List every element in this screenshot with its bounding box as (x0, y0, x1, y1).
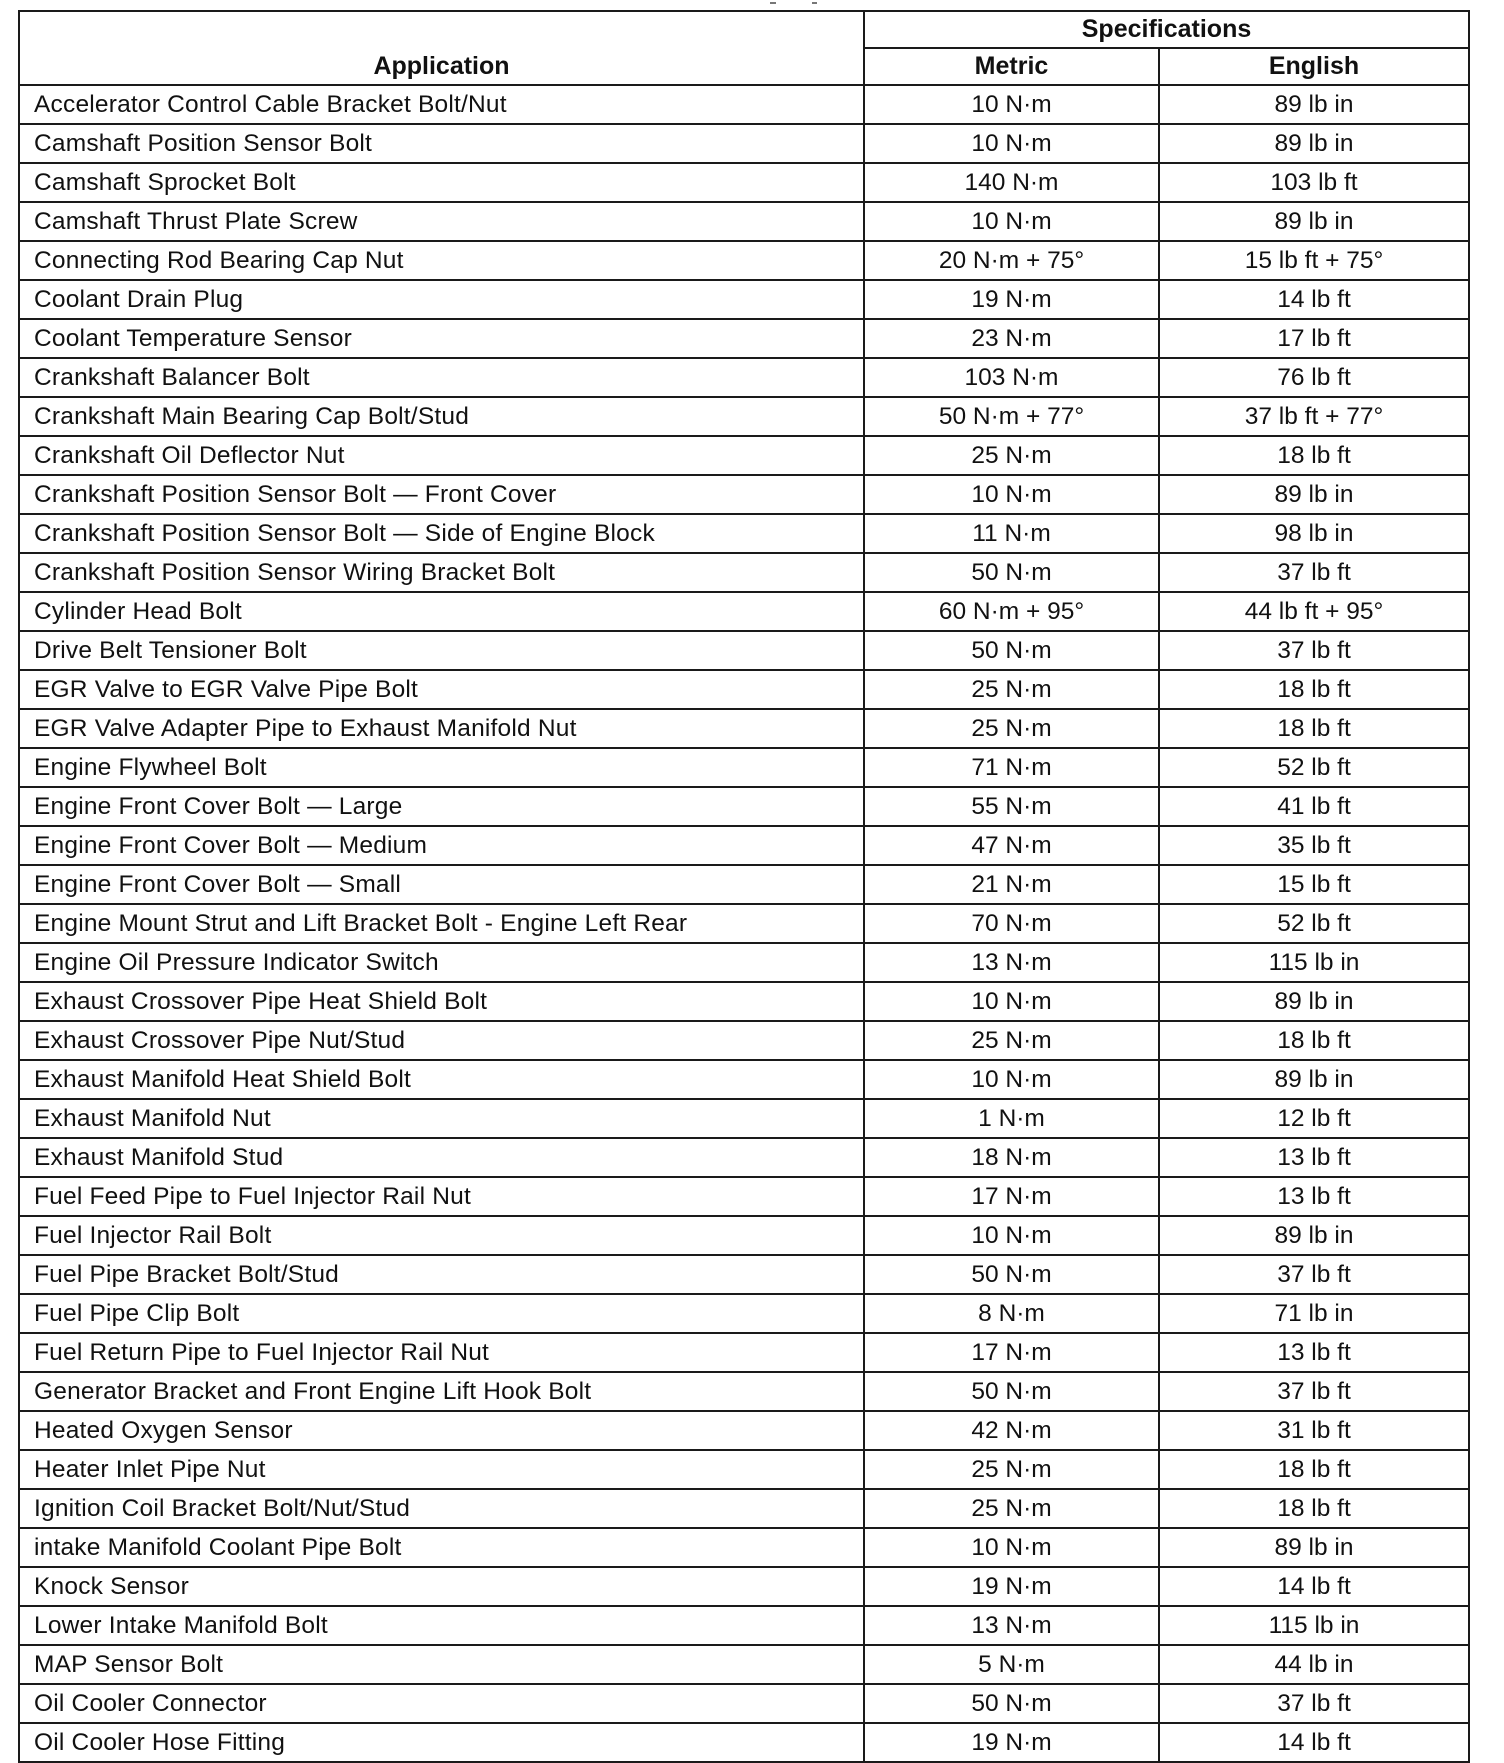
english-value-cell: 52 lb ft (1159, 748, 1469, 787)
table-row (19, 1450, 1469, 1489)
metric-value-cell: 25 N·m (864, 670, 1159, 709)
english-value-cell: 18 lb ft (1159, 1450, 1469, 1489)
english-value-cell: 13 lb ft (1159, 1138, 1469, 1177)
application-cell: Fuel Pipe Clip Bolt (19, 1294, 864, 1333)
table-row (19, 280, 1469, 319)
table-row (19, 202, 1469, 241)
metric-value-cell: 18 N·m (864, 1138, 1159, 1177)
table-row (19, 358, 1469, 397)
metric-value-cell: 103 N·m (864, 358, 1159, 397)
application-cell: Oil Cooler Hose Fitting (19, 1723, 864, 1762)
table-row (19, 397, 1469, 436)
application-cell: Crankshaft Position Sensor Wiring Bracket Bolt (19, 553, 864, 592)
metric-value-cell: 25 N·m (864, 709, 1159, 748)
application-cell: Engine Front Cover Bolt — Small (19, 865, 864, 904)
english-column-header: English (1159, 48, 1469, 85)
application-cell: Exhaust Manifold Heat Shield Bolt (19, 1060, 864, 1099)
metric-value-cell: 5 N·m (864, 1645, 1159, 1684)
application-cell: Engine Front Cover Bolt — Large (19, 787, 864, 826)
metric-value-cell: 42 N·m (864, 1411, 1159, 1450)
english-value-cell: 44 lb in (1159, 1645, 1469, 1684)
application-cell: Oil Cooler Connector (19, 1684, 864, 1723)
table-row (19, 1684, 1469, 1723)
english-value-cell: 89 lb in (1159, 1528, 1469, 1567)
english-value-cell: 18 lb ft (1159, 709, 1469, 748)
metric-value-cell: 10 N·m (864, 1060, 1159, 1099)
application-cell: EGR Valve to EGR Valve Pipe Bolt (19, 670, 864, 709)
metric-value-cell: 17 N·m (864, 1177, 1159, 1216)
english-value-cell: 103 lb ft (1159, 163, 1469, 202)
table-row (19, 124, 1469, 163)
english-value-cell: 14 lb ft (1159, 1567, 1469, 1606)
metric-value-cell: 50 N·m (864, 1255, 1159, 1294)
application-cell: Drive Belt Tensioner Bolt (19, 631, 864, 670)
application-cell: Camshaft Thrust Plate Screw (19, 202, 864, 241)
english-value-cell: 12 lb ft (1159, 1099, 1469, 1138)
table-row (19, 1060, 1469, 1099)
english-value-cell: 18 lb ft (1159, 436, 1469, 475)
english-value-cell: 31 lb ft (1159, 1411, 1469, 1450)
metric-value-cell: 11 N·m (864, 514, 1159, 553)
table-body (19, 85, 1469, 1762)
english-value-cell: 35 lb ft (1159, 826, 1469, 865)
table-row (19, 1294, 1469, 1333)
table-row (19, 163, 1469, 202)
application-cell: Accelerator Control Cable Bracket Bolt/Nut (19, 85, 864, 124)
table-row (19, 1645, 1469, 1684)
english-value-cell: 44 lb ft + 95° (1159, 592, 1469, 631)
metric-value-cell: 13 N·m (864, 943, 1159, 982)
table-row (19, 1177, 1469, 1216)
metric-value-cell: 25 N·m (864, 436, 1159, 475)
fastener-torque-table (18, 10, 1470, 1763)
torque-spec-sheet (18, 10, 1468, 1763)
table-row (19, 1333, 1469, 1372)
table-row (19, 709, 1469, 748)
table-row (19, 1567, 1469, 1606)
table-row (19, 514, 1469, 553)
application-cell: Knock Sensor (19, 1567, 864, 1606)
english-value-cell: 41 lb ft (1159, 787, 1469, 826)
english-value-cell: 89 lb in (1159, 85, 1469, 124)
table-row (19, 943, 1469, 982)
metric-value-cell: 20 N·m + 75° (864, 241, 1159, 280)
english-value-cell: 14 lb ft (1159, 1723, 1469, 1762)
scan-speck (812, 2, 817, 4)
metric-value-cell: 23 N·m (864, 319, 1159, 358)
english-value-cell: 15 lb ft + 75° (1159, 241, 1469, 280)
application-cell: Lower Intake Manifold Bolt (19, 1606, 864, 1645)
english-value-cell: 18 lb ft (1159, 670, 1469, 709)
table-row (19, 319, 1469, 358)
english-value-cell: 37 lb ft (1159, 1684, 1469, 1723)
english-value-cell: 89 lb in (1159, 475, 1469, 514)
metric-value-cell: 25 N·m (864, 1450, 1159, 1489)
metric-value-cell: 8 N·m (864, 1294, 1159, 1333)
application-cell: Engine Mount Strut and Lift Bracket Bolt - Engine Left Rear (19, 904, 864, 943)
application-cell: Camshaft Position Sensor Bolt (19, 124, 864, 163)
english-value-cell: 71 lb in (1159, 1294, 1469, 1333)
application-cell: MAP Sensor Bolt (19, 1645, 864, 1684)
english-value-cell: 37 lb ft (1159, 1372, 1469, 1411)
english-value-cell: 89 lb in (1159, 1216, 1469, 1255)
table-row (19, 670, 1469, 709)
english-value-cell: 13 lb ft (1159, 1333, 1469, 1372)
english-value-cell: 89 lb in (1159, 202, 1469, 241)
application-cell: Connecting Rod Bearing Cap Nut (19, 241, 864, 280)
application-column-header: Application (19, 11, 864, 85)
application-cell: Exhaust Crossover Pipe Nut/Stud (19, 1021, 864, 1060)
application-cell: Engine Front Cover Bolt — Medium (19, 826, 864, 865)
application-cell: Ignition Coil Bracket Bolt/Nut/Stud (19, 1489, 864, 1528)
english-value-cell: 14 lb ft (1159, 280, 1469, 319)
table-row (19, 1489, 1469, 1528)
metric-value-cell: 13 N·m (864, 1606, 1159, 1645)
table-row (19, 1216, 1469, 1255)
table-row (19, 748, 1469, 787)
metric-value-cell: 140 N·m (864, 163, 1159, 202)
metric-value-cell: 10 N·m (864, 202, 1159, 241)
metric-value-cell: 60 N·m + 95° (864, 592, 1159, 631)
application-cell: intake Manifold Coolant Pipe Bolt (19, 1528, 864, 1567)
english-value-cell: 89 lb in (1159, 1060, 1469, 1099)
metric-value-cell: 25 N·m (864, 1021, 1159, 1060)
metric-value-cell: 19 N·m (864, 1723, 1159, 1762)
application-cell: Crankshaft Position Sensor Bolt — Side of Engine Block (19, 514, 864, 553)
application-cell: Crankshaft Oil Deflector Nut (19, 436, 864, 475)
english-value-cell: 76 lb ft (1159, 358, 1469, 397)
english-value-cell: 18 lb ft (1159, 1021, 1469, 1060)
table-row (19, 1255, 1469, 1294)
specifications-column-header: Specifications (864, 11, 1469, 48)
english-value-cell: 98 lb in (1159, 514, 1469, 553)
table-row (19, 1372, 1469, 1411)
application-cell: Fuel Pipe Bracket Bolt/Stud (19, 1255, 864, 1294)
application-cell: Crankshaft Balancer Bolt (19, 358, 864, 397)
metric-value-cell: 10 N·m (864, 124, 1159, 163)
table-row (19, 826, 1469, 865)
metric-value-cell: 10 N·m (864, 85, 1159, 124)
metric-value-cell: 25 N·m (864, 1489, 1159, 1528)
application-cell: Engine Flywheel Bolt (19, 748, 864, 787)
table-header (19, 11, 1469, 85)
application-cell: Coolant Temperature Sensor (19, 319, 864, 358)
english-value-cell: 18 lb ft (1159, 1489, 1469, 1528)
english-value-cell: 89 lb in (1159, 124, 1469, 163)
english-value-cell: 17 lb ft (1159, 319, 1469, 358)
table-row (19, 592, 1469, 631)
metric-value-cell: 10 N·m (864, 982, 1159, 1021)
metric-value-cell: 71 N·m (864, 748, 1159, 787)
metric-value-cell: 19 N·m (864, 280, 1159, 319)
table-row (19, 241, 1469, 280)
metric-value-cell: 17 N·m (864, 1333, 1159, 1372)
application-cell: Crankshaft Main Bearing Cap Bolt/Stud (19, 397, 864, 436)
table-row (19, 1138, 1469, 1177)
table-row (19, 475, 1469, 514)
table-row (19, 553, 1469, 592)
table-row (19, 982, 1469, 1021)
metric-value-cell: 70 N·m (864, 904, 1159, 943)
application-cell: Camshaft Sprocket Bolt (19, 163, 864, 202)
metric-column-header: Metric (864, 48, 1159, 85)
table-row (19, 1099, 1469, 1138)
application-cell: Crankshaft Position Sensor Bolt — Front Cover (19, 475, 864, 514)
application-cell: Heated Oxygen Sensor (19, 1411, 864, 1450)
metric-value-cell: 1 N·m (864, 1099, 1159, 1138)
table-row (19, 1411, 1469, 1450)
metric-value-cell: 10 N·m (864, 1216, 1159, 1255)
english-value-cell: 115 lb in (1159, 943, 1469, 982)
english-value-cell: 52 lb ft (1159, 904, 1469, 943)
application-cell: Fuel Feed Pipe to Fuel Injector Rail Nut (19, 1177, 864, 1216)
table-row (19, 631, 1469, 670)
application-cell: Coolant Drain Plug (19, 280, 864, 319)
application-cell: EGR Valve Adapter Pipe to Exhaust Manifold Nut (19, 709, 864, 748)
english-value-cell: 115 lb in (1159, 1606, 1469, 1645)
table-row (19, 436, 1469, 475)
table-row (19, 1528, 1469, 1567)
metric-value-cell: 50 N·m (864, 1684, 1159, 1723)
table-row (19, 787, 1469, 826)
application-cell: Fuel Injector Rail Bolt (19, 1216, 864, 1255)
metric-value-cell: 47 N·m (864, 826, 1159, 865)
application-cell: Generator Bracket and Front Engine Lift Hook Bolt (19, 1372, 864, 1411)
metric-value-cell: 50 N·m (864, 1372, 1159, 1411)
application-cell: Heater Inlet Pipe Nut (19, 1450, 864, 1489)
english-value-cell: 37 lb ft (1159, 553, 1469, 592)
metric-value-cell: 55 N·m (864, 787, 1159, 826)
table-row (19, 1606, 1469, 1645)
english-value-cell: 13 lb ft (1159, 1177, 1469, 1216)
table-row (19, 85, 1469, 124)
metric-value-cell: 50 N·m (864, 553, 1159, 592)
application-cell: Exhaust Manifold Nut (19, 1099, 864, 1138)
application-cell: Exhaust Manifold Stud (19, 1138, 864, 1177)
metric-value-cell: 19 N·m (864, 1567, 1159, 1606)
application-cell: Engine Oil Pressure Indicator Switch (19, 943, 864, 982)
metric-value-cell: 10 N·m (864, 475, 1159, 514)
english-value-cell: 89 lb in (1159, 982, 1469, 1021)
metric-value-cell: 50 N·m (864, 631, 1159, 670)
english-value-cell: 37 lb ft + 77° (1159, 397, 1469, 436)
table-row (19, 1723, 1469, 1762)
english-value-cell: 37 lb ft (1159, 631, 1469, 670)
metric-value-cell: 10 N·m (864, 1528, 1159, 1567)
metric-value-cell: 21 N·m (864, 865, 1159, 904)
english-value-cell: 15 lb ft (1159, 865, 1469, 904)
metric-value-cell: 50 N·m + 77° (864, 397, 1159, 436)
english-value-cell: 37 lb ft (1159, 1255, 1469, 1294)
scan-speck (770, 2, 776, 4)
application-cell: Exhaust Crossover Pipe Heat Shield Bolt (19, 982, 864, 1021)
table-row (19, 1021, 1469, 1060)
application-cell: Fuel Return Pipe to Fuel Injector Rail Nut (19, 1333, 864, 1372)
application-cell: Cylinder Head Bolt (19, 592, 864, 631)
table-row (19, 904, 1469, 943)
table-row (19, 865, 1469, 904)
